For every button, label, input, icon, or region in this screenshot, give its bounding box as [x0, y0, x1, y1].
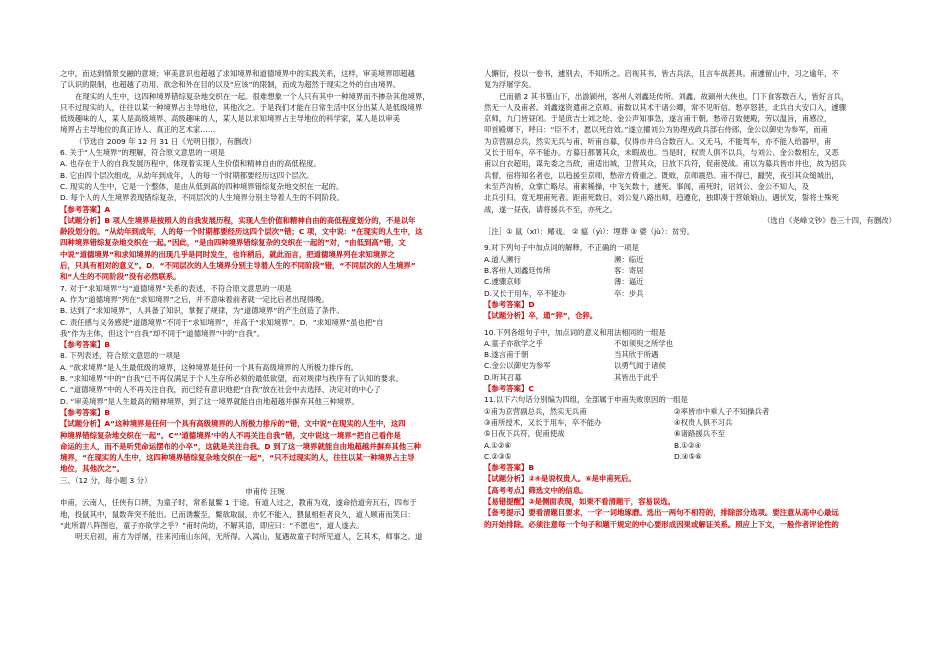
q8-stem: 8. 下列表述，符合原文意思的一项是: [60, 351, 181, 361]
q11-choice: A.①②⑥: [484, 440, 512, 450]
source-note: （选自《尧峰文钞》卷三十四，有删改）: [762, 215, 896, 225]
q10-option-row: [484, 360, 896, 371]
section-heading: 三、（12 分，每小题 3 分）: [60, 475, 152, 485]
q11-sentence-row: [484, 406, 896, 417]
q11-sentence-row: [484, 428, 896, 439]
q8-analysis: 境界，“在现实的人生中，这四种境界错综复杂地交织在一起”，“只不过现实的人，往往以某一种境界占主导: [60, 453, 415, 463]
q11-analysis: 【高考考点】筛选文中的信息。: [484, 485, 588, 495]
q11-choice-row: [484, 451, 896, 462]
text-line: 叩首殿墀下，呼曰：“臣不才，愿以死自效。”遂立擢刘公为协理戎政兵部右侍郎，金公以御史为参军，而甫: [484, 125, 828, 135]
q9-gloss: 濒：临近: [614, 254, 644, 264]
text-line: 地，投鼠其中，鼠数奔突不能出。已而诱鳖至，鳖欲取鼠，亦忆不能入，猥鼠相拒者良久，道人顾甫而笑曰：: [60, 509, 415, 519]
q10-option: D.听其召募: [484, 372, 522, 382]
q10-stem: 10.下列各组句子中，加点词的意义和用法相同的一组是: [484, 327, 666, 337]
q6-analysis: 和“人生的不同阶段”没有必然联系。: [60, 272, 181, 282]
text-line: 已而循 2 其书篁山下，出游颍州，客州人刘鑫廷传所。刘鑫，故颍州大侠也，门下食客数百人，皆好言兵，: [499, 91, 849, 101]
q10-pair: 以勇气闻于诸侯: [614, 361, 666, 371]
q9-option-row: [484, 276, 896, 287]
intro-line: 了认识的限制，也超越了功用、欲念和外在目的以及“应该”的限制，而成为超然于现实之外的自由境界。: [60, 80, 401, 90]
para-line: 只不过现实的人，往往以某一种境界占主导地位，其他次之。于是我们才能在日常生活中区分出某人是低级境界: [60, 102, 423, 112]
q11-sentence: ④权贵人俱不习兵: [674, 417, 733, 427]
q10-pair: 不如须臾之所学也: [614, 338, 674, 348]
q11-sentence: ①甫为京营副总兵，然实无兵甫: [484, 406, 587, 416]
q7-option: A. 作为“道德境界”列在“求知境界”之后，并不意味着前者就一定比后者出现得晚。: [60, 294, 329, 304]
q9-gloss: 薄：逼近: [614, 277, 644, 287]
q10-option-row: [484, 349, 896, 360]
q8-analysis: 命运的主人，而不是听凭命运摆布的小卒”，这就是关注自我。D 到了这一境界就能自由地超越并摒弃其他三种: [60, 441, 421, 451]
q8-option: A. “欲求境界”是人生最低级的境界，这种境界是任何一个具有高级境界的人所极力排斥的。: [60, 362, 359, 372]
text-line: 北兵引归，竟无埋甫死者。距甫死数日，刘公复八路出师，趋遵化，独即凑于营娘娘山，遇伏发，誓将士殊死: [484, 193, 839, 203]
text-line: 人懈衍，投以一卷书，遽别去，不知所之。启视其书，皆古兵法，且言车战甚具。甫遽留山中，习之逾年，不: [484, 69, 839, 78]
q9-option-row: [484, 254, 896, 265]
q6-option: D. 每个人的人生境界表现错综复杂，不同层次的人生境界分别主导着人生的不同阶段。: [60, 193, 344, 203]
para-line: 低级趣味的人，某人是高级境界、高级趣味的人，某人是以求知境界占主导地位的科学家，某人是以审美: [60, 114, 400, 124]
q10-option: C.金公以御史为参军: [484, 361, 551, 371]
q10-answer: 【参考答案】C: [484, 384, 534, 394]
text-line: 战，遂一昼夜，请将援兵不至，亦死之。: [484, 204, 618, 214]
q6-analysis: 四种境界错综复杂地交织在一起。”因此，“是由四种境界错综复杂的交织在一起的”对，“由低到高”错，文: [60, 238, 406, 248]
q9-stem: 9.对下列句子中加点词的解释，不正确的一项是: [484, 243, 639, 253]
q11-choice: B.①②④: [674, 440, 702, 450]
text-line: 未至芦沟桥，众掌亡略尽。甫素稀操，中飞矢数十，遽死。事闻，甫死时，诏刘公、金公不知人，及: [484, 181, 810, 191]
q11-analysis: 的开始排除。必须注意每一个句子和题干规定的中心要形成因果或解证关系。照应上下文，一般作者评论性的: [484, 519, 839, 529]
q8-analysis: 种境界错综复杂地交织在一起”。C“‘道德境界’中的人不再关注自我”错，文中说这一境界“把自己看作是: [60, 430, 401, 440]
q9-gloss: 卒：步兵: [614, 288, 644, 298]
q9-option: D.又长于用车，卒不能办: [484, 288, 566, 298]
q11-stem: 11.以下六句话分别编为四组，全部属于申甫失败原因的一组是: [484, 395, 688, 405]
q11-sentence-row: [484, 417, 896, 428]
left-column: [60, 68, 470, 542]
q11-sentence: ⑥诸路援兵不至: [674, 429, 725, 439]
q9-answer: 【参考答案】D: [484, 299, 535, 309]
text-line: 申甫，云南人，任侠有口辨，为童子时，常系鼠鳖 1 于途。有道人过之，教甫为戏，遂命拾道旁瓦石，四布于: [60, 498, 417, 508]
q7-option: B. 达到了“求知境界”，人具备了知识，掌握了规律，为“道德境界”的产生创造了条件。: [60, 306, 344, 316]
text-line: 甫以白衣超用，谋先委之当敌，甫适出城，卫营其众，日放下兵符，促甫使战。甫以为募兵皆市井也，故为招兵: [484, 159, 847, 169]
q6-analysis: 中说“道德境界”和求知境界的出现几乎是同时发生，也许稍后，就此而言，把道德境界列在求知境界之: [60, 249, 395, 259]
q7-stem: 7. 对于“求知境界”与“道德境界”关系的表述，不符合原文意思的一项是: [60, 283, 292, 293]
q6-analysis: 龄段划分的。“从幼年到成年，人的每一个时期都要经历这四个层次”错；C 项，文中说：“在现实的人生中，这: [60, 227, 423, 237]
q9-option-row: [484, 288, 896, 299]
q6-answer: 【参考答案】A: [60, 204, 111, 214]
q11-sentence: ②率皆市中乘人子不知操兵者: [674, 406, 770, 416]
q11-choice: C.②③⑤: [484, 451, 512, 461]
q8-analysis: 【试题分析】A“这种境界是任何一个具有高级境界的人所极力排斥的”错，文中说“在现实的人生中，这四: [60, 419, 406, 429]
q10-option: B.遂言甫于朝: [484, 350, 529, 360]
text-line: 明天启初，甫方为浮屠，往来河南山东间，无所得。入嵩山，复遇故童子时所见道人，乞其术，师事之。道: [75, 532, 423, 542]
text-line: 复为浮屠学矣。: [484, 80, 536, 90]
q10-pair: 当其欣于所遇: [614, 350, 659, 360]
q8-analysis: 地位，其他次之”。: [60, 464, 124, 474]
q6-option: A. 也存在于人的自我发展历程中，体现着实现人生价值和精神自由的高低程度。: [60, 159, 321, 169]
para-line: 在现实的人生中，这四种境界错综复杂地交织在一起。很难想象一个人只有其中一种境界而不掺杂其他境界，: [75, 91, 430, 101]
q11-answer: 【参考答案】B: [484, 463, 534, 473]
q11-choice-row: [484, 440, 896, 451]
q11-analysis: 【试题分析】②④是说权贵人。⑥是申甫死后。: [484, 474, 636, 484]
q8-option: C. “道德境界”中的人不再关注自我，而已经有意识地把“自我”放在社会中去选择、决定对的中心了: [60, 385, 381, 395]
q8-option: B. “求知境界”中的“自我”已不再仅满足于个人生存所必须的最低欲望，而对规律与秩序有了认知的要求。: [60, 374, 403, 384]
footnote: ［注］① 鼠（xī）：鳍戏。 ② 瘟（yì）：埋葬 ③ 婆（jù）：贫穷。: [484, 227, 695, 237]
q8-answer: 【参考答案】B: [60, 407, 110, 417]
q9-option-row: [484, 265, 896, 276]
q9-analysis: 【试题分析】卒，通“猝”，仓猝。: [484, 311, 598, 321]
q10-pair: 其皆出于此乎: [614, 372, 659, 382]
q7-option: 我”作为主体，但这个“自我”却不同于“道德境界”中的“自我”。: [60, 328, 265, 338]
q9-option: B.客州人刘鑫廷传所: [484, 266, 551, 276]
text-line: 然无一人及甫者。刘鑫遂资遣甫之京师。甫数以其术干诸公卿，常不见听信。愁亭怒甚，北兵自大安口入，遽骤: [484, 102, 847, 112]
para-line: 境界占主导地位的真正诗人、真正的艺术家……: [60, 125, 216, 135]
q6-stem: 6. 关于“人生境界”的理解，符合原文意思的一项是: [60, 148, 225, 158]
q11-sentence: ③甫所授术，又长于用车，卒不能办: [484, 417, 602, 427]
text-line: 又长于用车，卒不能办。方募日都署其众，未暇战也。当是时，权贵人俱不以兵，与刘公、金公数相左，又恶: [484, 148, 839, 158]
q10-option: A.童子亦欲学之乎: [484, 338, 544, 348]
q6-analysis: 后，只具有相对的意义”。D．“不同层次的人生境界分别主导着人生的不同阶段”错，“不同层次的人生境界”: [60, 261, 416, 271]
q6-option: C. 现实的人生中，它是一个整体，是由从低到高的四种境界错综复杂地交织在一起的。: [60, 181, 344, 191]
text-line: 兵督，宿将知名者也，以趋援至京师，愁帝方倚重之。既败，京师震恐。甫不得已，躐哭，夜引其众缒城出，: [484, 170, 839, 180]
q8-option: D. “审美境界”是人生最高的精神境界，到了这一境界就能自由地超越并摒弃其他三种境界。: [60, 396, 359, 406]
q10-option-row: [484, 372, 896, 383]
q6-analysis: 【试题分析】B 项人生境界是按照人的自我发展历程，实现人生价值和精神自由的高低程度划分的，不是以年: [60, 215, 416, 225]
q9-option: C.遽骤京师: [484, 277, 522, 287]
source-note: （节选自 2009 年 12 月 31 日《光明日报》，有删改）: [75, 136, 257, 146]
q11-choice: D.④⑤⑥: [674, 451, 702, 461]
intro-line: 之中，而达到情景交融的意境；审美意识也超越了求知境界和道德境界中的实践关系，这样，审美境界即超越: [60, 69, 415, 78]
q7-answer: 【参考答案】B: [60, 340, 110, 350]
q11-analysis: 【易错提醒】②是侧面表现，如果不看清题干，容易误选。: [484, 496, 676, 506]
text-line: 为京营副总兵，然实无兵与甫，听甫自募，仅得市井乌合数百人。又无马，不能驾车，亦不能人给器甲，甫: [484, 136, 832, 146]
q9-option: A.道人濒行: [484, 254, 521, 264]
q10-option-row: [484, 338, 896, 349]
q11-analysis: 【备考提示】要看清题目要求，一字一词地琢磨。选出一两句不相符的，排除部分选项。要注意从高中心最远: [484, 508, 839, 518]
q11-sentence: ⑤日夜下兵符，促甫使战: [484, 429, 565, 439]
q9-gloss: 客：寄居: [614, 266, 644, 276]
text-title: 申甫传 汪琬: [245, 486, 285, 496]
text-line: 京师，九门皆昼闭。于是庶吉士刘之纶、金公声知事急，遂言甫于朝。愁帝召致便殿，劳以温旨，甫感泣，: [484, 114, 832, 124]
text-line: “此所谓八阵图也，童子亦欲学之乎？”甫时尚幼，不解其语，即应曰：“不愿也”，道人遂去。: [60, 520, 364, 530]
right-column: [484, 68, 896, 530]
q6-option: B. 它由四个层次组成，从幼年到成年，人的每一个时期都要经历这四个层次。: [60, 170, 314, 180]
q7-option: C. 责任感与义务感使“道德境界”不同于“求知境界”，并高于“求知境界”。D．“求知境界”虽也把“自: [60, 317, 384, 327]
